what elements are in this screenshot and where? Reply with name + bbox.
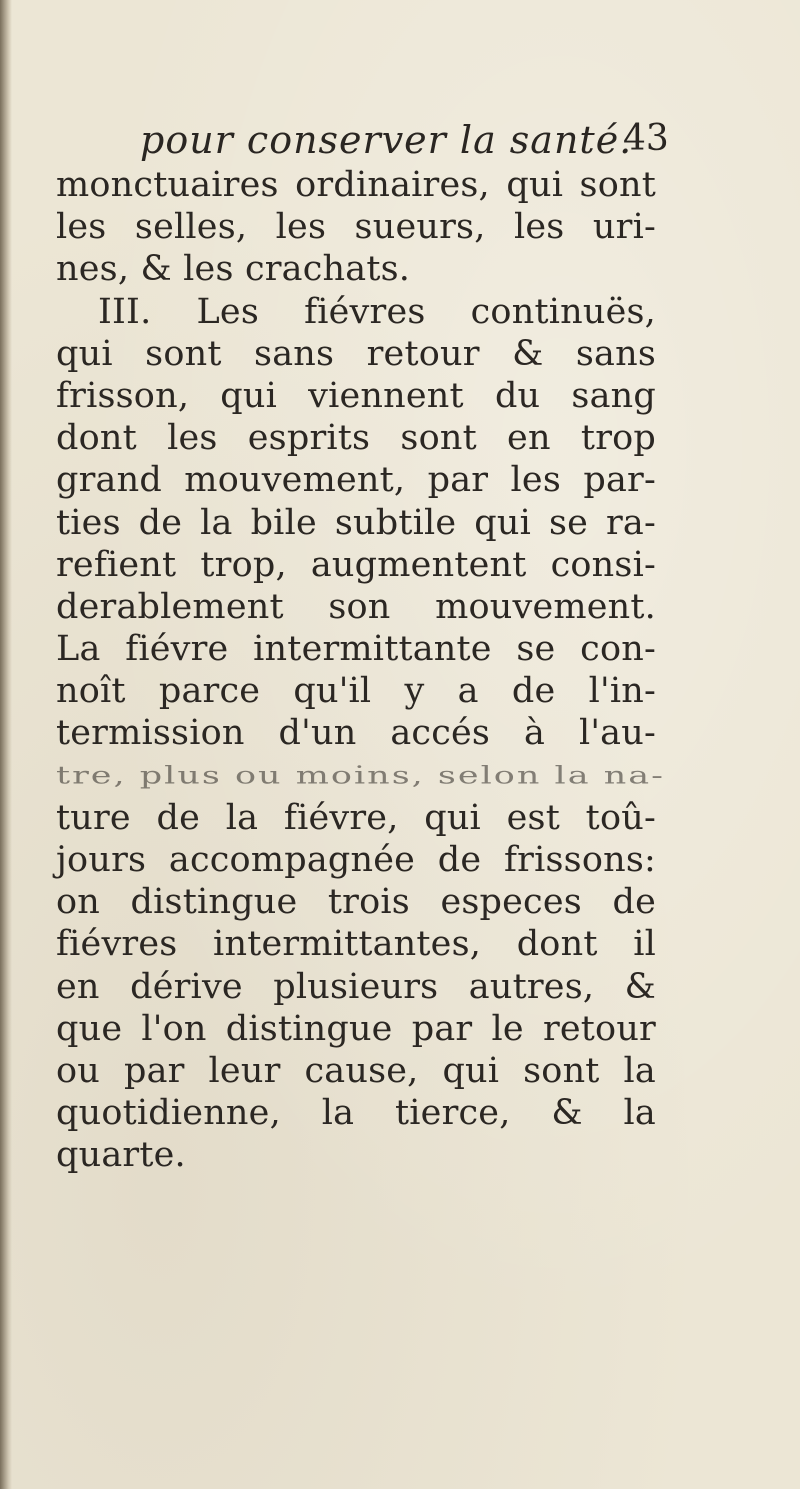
text-line: fiévres intermittantes, dont il	[56, 924, 656, 965]
text-line: ou par leur cause, qui sont la	[56, 1050, 656, 1091]
text-line: refient trop, augmentent consi-	[56, 544, 656, 585]
text-line: qui sont sans retour & sans	[56, 333, 656, 374]
text-line: La fiévre intermittante se con-	[56, 629, 656, 670]
text-line: les selles, les sueurs, les uri-	[56, 207, 656, 248]
text-line: en dérive plusieurs autres, &	[56, 966, 656, 1007]
binding-edge	[0, 0, 12, 1489]
text-line: que l'on distingue par le retour	[56, 1008, 656, 1049]
text-line: jours accompagnée de frissons:	[56, 840, 656, 880]
running-title: pour conserver la santé.	[140, 118, 633, 162]
text-line: derablement son mouvement.	[56, 586, 656, 627]
text-line: quarte.	[56, 1135, 186, 1176]
body-text	[56, 164, 665, 1177]
text-line: tre, plus ou moins, selon la na-	[56, 761, 665, 790]
text-line: on distingue trois especes de	[56, 882, 656, 923]
text-line: frisson, qui viennent du sang	[56, 375, 656, 416]
text-line: ture de la fiévre, qui est toû-	[56, 797, 656, 838]
page-number: 43	[623, 118, 669, 159]
text-line: monctuaires ordinaires, qui sont	[56, 165, 656, 205]
text-line: dont les esprits sont en trop	[56, 418, 656, 459]
text-line: grand mouvement, par les par-	[56, 460, 656, 501]
text-line: III. Les fiévres continuës,	[98, 291, 656, 332]
text-line: noît parce qu'il y a de l'in-	[56, 671, 656, 712]
text-line: termission d'un accés à l'au-	[56, 713, 656, 754]
text-line: ties de la bile subtile qui se ra-	[56, 502, 656, 543]
text-line: nes, & les crachats.	[56, 249, 411, 290]
text-line: quotidienne, la tierce, & la	[56, 1093, 656, 1134]
